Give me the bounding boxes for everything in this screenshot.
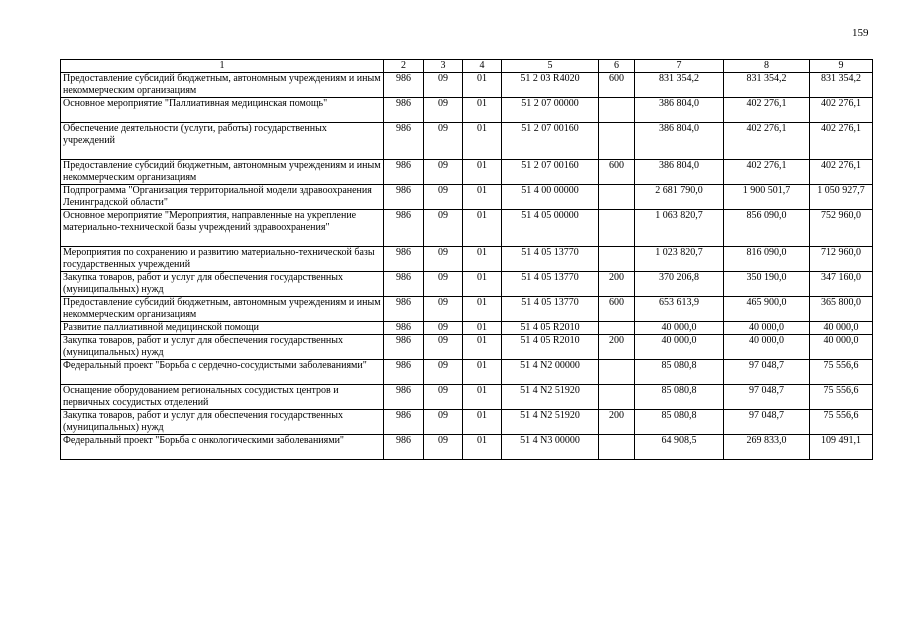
amount-year3-cell: 75 556,6 xyxy=(810,385,873,410)
amount-year3-cell: 402 276,1 xyxy=(810,160,873,185)
header-cell: 5 xyxy=(502,60,599,73)
amount-year1-cell: 85 080,8 xyxy=(635,385,724,410)
amount-year3-cell: 75 556,6 xyxy=(810,410,873,435)
target-article-cell: 51 2 07 00160 xyxy=(502,160,599,185)
target-article-cell: 51 4 05 R2010 xyxy=(502,322,599,335)
amount-year1-cell: 85 080,8 xyxy=(635,360,724,385)
amount-year1-cell: 370 206,8 xyxy=(635,272,724,297)
target-article-cell: 51 4 05 00000 xyxy=(502,210,599,247)
amount-year2-cell: 40 000,0 xyxy=(724,335,810,360)
header-cell: 8 xyxy=(724,60,810,73)
section-cell: 09 xyxy=(424,210,463,247)
header-cell: 1 xyxy=(61,60,384,73)
amount-year3-cell: 109 491,1 xyxy=(810,435,873,460)
gov-code-cell: 986 xyxy=(384,385,424,410)
expense-type-cell xyxy=(599,185,635,210)
amount-year3-cell: 752 960,0 xyxy=(810,210,873,247)
gov-code-cell: 986 xyxy=(384,322,424,335)
gov-code-cell: 986 xyxy=(384,123,424,160)
expense-type-cell xyxy=(599,322,635,335)
amount-year1-cell: 40 000,0 xyxy=(635,335,724,360)
target-article-cell: 51 4 N2 51920 xyxy=(502,385,599,410)
amount-year2-cell: 831 354,2 xyxy=(724,73,810,98)
amount-year1-cell: 40 000,0 xyxy=(635,322,724,335)
amount-year2-cell: 97 048,7 xyxy=(724,410,810,435)
subsection-cell: 01 xyxy=(463,247,502,272)
target-article-cell: 51 2 07 00160 xyxy=(502,123,599,160)
amount-year1-cell: 386 804,0 xyxy=(635,123,724,160)
header-cell: 3 xyxy=(424,60,463,73)
gov-code-cell: 986 xyxy=(384,297,424,322)
subsection-cell: 01 xyxy=(463,435,502,460)
row-name-cell: Предоставление субсидий бюджетным, автономным учреждениям и иным некоммерческим организациям xyxy=(61,73,384,98)
amount-year1-cell: 831 354,2 xyxy=(635,73,724,98)
table-row xyxy=(61,335,873,360)
expense-type-cell xyxy=(599,210,635,247)
section-cell: 09 xyxy=(424,297,463,322)
gov-code-cell: 986 xyxy=(384,410,424,435)
section-cell: 09 xyxy=(424,98,463,123)
table-row xyxy=(61,98,873,123)
row-name-cell: Мероприятия по сохранению и развитию материально-технической базы государственных учреждений xyxy=(61,247,384,272)
header-cell: 2 xyxy=(384,60,424,73)
amount-year2-cell: 856 090,0 xyxy=(724,210,810,247)
table-row xyxy=(61,160,873,185)
amount-year3-cell: 1 050 927,7 xyxy=(810,185,873,210)
amount-year2-cell: 816 090,0 xyxy=(724,247,810,272)
section-cell: 09 xyxy=(424,360,463,385)
table-row xyxy=(61,410,873,435)
section-cell: 09 xyxy=(424,73,463,98)
amount-year1-cell: 1 023 820,7 xyxy=(635,247,724,272)
amount-year2-cell: 402 276,1 xyxy=(724,160,810,185)
amount-year1-cell: 386 804,0 xyxy=(635,160,724,185)
row-name-cell: Оснащение оборудованием региональных сосудистых центров и первичных сосудистых отделений xyxy=(61,385,384,410)
expense-type-cell xyxy=(599,98,635,123)
amount-year2-cell: 40 000,0 xyxy=(724,322,810,335)
gov-code-cell: 986 xyxy=(384,98,424,123)
table-row xyxy=(61,185,873,210)
table-row xyxy=(61,385,873,410)
subsection-cell: 01 xyxy=(463,410,502,435)
subsection-cell: 01 xyxy=(463,185,502,210)
gov-code-cell: 986 xyxy=(384,210,424,247)
subsection-cell: 01 xyxy=(463,335,502,360)
row-name-cell: Закупка товаров, работ и услуг для обеспечения государственных (муниципальных) нужд xyxy=(61,410,384,435)
subsection-cell: 01 xyxy=(463,123,502,160)
target-article-cell: 51 4 00 00000 xyxy=(502,185,599,210)
header-cell: 9 xyxy=(810,60,873,73)
section-cell: 09 xyxy=(424,435,463,460)
subsection-cell: 01 xyxy=(463,272,502,297)
gov-code-cell: 986 xyxy=(384,247,424,272)
amount-year3-cell: 402 276,1 xyxy=(810,123,873,160)
row-name-cell: Закупка товаров, работ и услуг для обеспечения государственных (муниципальных) нужд xyxy=(61,272,384,297)
amount-year1-cell: 64 908,5 xyxy=(635,435,724,460)
section-cell: 09 xyxy=(424,247,463,272)
target-article-cell: 51 4 05 13770 xyxy=(502,247,599,272)
amount-year1-cell: 2 681 790,0 xyxy=(635,185,724,210)
header-row xyxy=(61,60,873,73)
row-name-cell: Закупка товаров, работ и услуг для обеспечения государственных (муниципальных) нужд xyxy=(61,335,384,360)
amount-year2-cell: 269 833,0 xyxy=(724,435,810,460)
row-name-cell: Подпрограмма "Организация территориальной модели здравоохранения Ленинградской области" xyxy=(61,185,384,210)
amount-year1-cell: 85 080,8 xyxy=(635,410,724,435)
header-cell: 4 xyxy=(463,60,502,73)
target-article-cell: 51 4 05 13770 xyxy=(502,297,599,322)
amount-year2-cell: 465 900,0 xyxy=(724,297,810,322)
subsection-cell: 01 xyxy=(463,210,502,247)
gov-code-cell: 986 xyxy=(384,185,424,210)
gov-code-cell: 986 xyxy=(384,435,424,460)
gov-code-cell: 986 xyxy=(384,360,424,385)
page-number: 159 xyxy=(852,27,869,39)
expense-type-cell xyxy=(599,123,635,160)
amount-year3-cell: 365 800,0 xyxy=(810,297,873,322)
amount-year3-cell: 40 000,0 xyxy=(810,322,873,335)
amount-year1-cell: 1 063 820,7 xyxy=(635,210,724,247)
budget-table xyxy=(60,59,873,460)
header-cell: 7 xyxy=(635,60,724,73)
section-cell: 09 xyxy=(424,160,463,185)
amount-year2-cell: 1 900 501,7 xyxy=(724,185,810,210)
amount-year3-cell: 831 354,2 xyxy=(810,73,873,98)
row-name-cell: Основное мероприятие "Паллиативная медицинская помощь" xyxy=(61,98,384,123)
gov-code-cell: 986 xyxy=(384,335,424,360)
subsection-cell: 01 xyxy=(463,160,502,185)
subsection-cell: 01 xyxy=(463,297,502,322)
row-name-cell: Обеспечение деятельности (услуги, работы) государственных учреждений xyxy=(61,123,384,160)
expense-type-cell: 200 xyxy=(599,335,635,360)
table-row xyxy=(61,435,873,460)
section-cell: 09 xyxy=(424,123,463,160)
subsection-cell: 01 xyxy=(463,360,502,385)
subsection-cell: 01 xyxy=(463,385,502,410)
target-article-cell: 51 4 N2 00000 xyxy=(502,360,599,385)
target-article-cell: 51 4 N3 00000 xyxy=(502,435,599,460)
target-article-cell: 51 4 N2 51920 xyxy=(502,410,599,435)
expense-type-cell: 600 xyxy=(599,73,635,98)
gov-code-cell: 986 xyxy=(384,73,424,98)
target-article-cell: 51 2 03 R4020 xyxy=(502,73,599,98)
section-cell: 09 xyxy=(424,322,463,335)
expense-type-cell: 200 xyxy=(599,410,635,435)
header-cell: 6 xyxy=(599,60,635,73)
target-article-cell: 51 4 05 13770 xyxy=(502,272,599,297)
gov-code-cell: 986 xyxy=(384,160,424,185)
row-name-cell: Основное мероприятие "Мероприятия, направленные на укрепление материально-технической базы учреждений здравоохранения" xyxy=(61,210,384,247)
amount-year3-cell: 75 556,6 xyxy=(810,360,873,385)
table-row xyxy=(61,247,873,272)
table-row xyxy=(61,297,873,322)
amount-year3-cell: 40 000,0 xyxy=(810,335,873,360)
subsection-cell: 01 xyxy=(463,98,502,123)
expense-type-cell xyxy=(599,360,635,385)
section-cell: 09 xyxy=(424,385,463,410)
table-row xyxy=(61,360,873,385)
table-row xyxy=(61,322,873,335)
amount-year3-cell: 712 960,0 xyxy=(810,247,873,272)
amount-year3-cell: 402 276,1 xyxy=(810,98,873,123)
amount-year2-cell: 97 048,7 xyxy=(724,360,810,385)
amount-year1-cell: 653 613,9 xyxy=(635,297,724,322)
table-row xyxy=(61,73,873,98)
expense-type-cell xyxy=(599,247,635,272)
row-name-cell: Предоставление субсидий бюджетным, автономным учреждениям и иным некоммерческим организациям xyxy=(61,297,384,322)
expense-type-cell: 200 xyxy=(599,272,635,297)
amount-year2-cell: 402 276,1 xyxy=(724,123,810,160)
row-name-cell: Предоставление субсидий бюджетным, автономным учреждениям и иным некоммерческим организациям xyxy=(61,160,384,185)
gov-code-cell: 986 xyxy=(384,272,424,297)
row-name-cell: Федеральный проект "Борьба с онкологическими заболеваниями" xyxy=(61,435,384,460)
row-name-cell: Федеральный проект "Борьба с сердечно-сосудистыми заболеваниями" xyxy=(61,360,384,385)
amount-year2-cell: 402 276,1 xyxy=(724,98,810,123)
amount-year2-cell: 350 190,0 xyxy=(724,272,810,297)
table-row xyxy=(61,123,873,160)
table-row xyxy=(61,210,873,247)
target-article-cell: 51 2 07 00000 xyxy=(502,98,599,123)
section-cell: 09 xyxy=(424,272,463,297)
expense-type-cell: 600 xyxy=(599,297,635,322)
section-cell: 09 xyxy=(424,335,463,360)
amount-year2-cell: 97 048,7 xyxy=(724,385,810,410)
subsection-cell: 01 xyxy=(463,73,502,98)
expense-type-cell: 600 xyxy=(599,160,635,185)
table-row xyxy=(61,272,873,297)
section-cell: 09 xyxy=(424,410,463,435)
section-cell: 09 xyxy=(424,185,463,210)
amount-year3-cell: 347 160,0 xyxy=(810,272,873,297)
expense-type-cell xyxy=(599,385,635,410)
subsection-cell: 01 xyxy=(463,322,502,335)
row-name-cell: Развитие паллиативной медицинской помощи xyxy=(61,322,384,335)
amount-year1-cell: 386 804,0 xyxy=(635,98,724,123)
target-article-cell: 51 4 05 R2010 xyxy=(502,335,599,360)
expense-type-cell xyxy=(599,435,635,460)
